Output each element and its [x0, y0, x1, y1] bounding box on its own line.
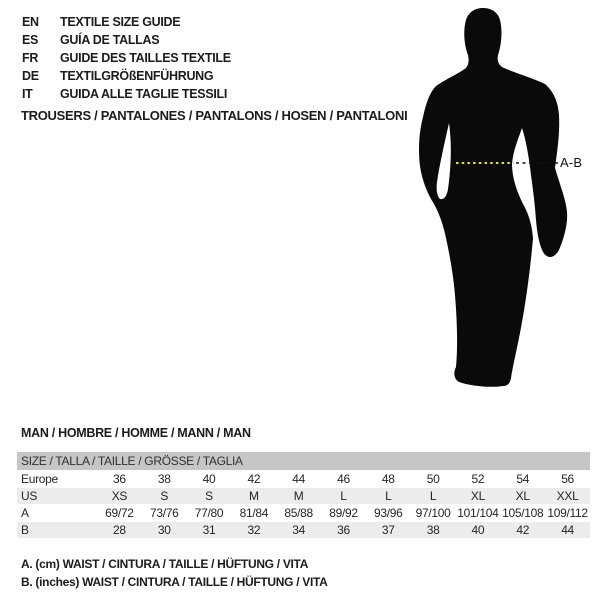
measurement-notes	[21, 555, 328, 591]
language-label: TEXTILGRÖßENFÜHRUNG	[60, 69, 214, 83]
language-label: GUIDE DES TAILLES TEXTILE	[60, 51, 231, 65]
cell: 54	[500, 470, 545, 487]
cell: 28	[97, 521, 142, 538]
table-row-a-cm	[17, 504, 590, 521]
row-label: A	[17, 504, 97, 521]
cell: 37	[366, 521, 411, 538]
cell: 105/108	[502, 505, 544, 520]
cell: 93/96	[366, 504, 411, 521]
language-row-es	[22, 31, 231, 49]
note-a-cm: A. (cm) WAIST / CINTURA / TAILLE / HÜFTUNG / VITA	[21, 557, 309, 571]
cell: 109/112	[545, 504, 590, 521]
size-table	[17, 452, 590, 539]
category-title: TROUSERS / PANTALONES / PANTALONS / HOSEN / PANTALONI	[21, 108, 408, 123]
cell: 30	[142, 521, 187, 538]
language-label: GUÍA DE TALLAS	[60, 33, 160, 47]
cell: 73/76	[142, 504, 187, 521]
cell: 31	[187, 521, 232, 538]
cell: 97/100	[411, 504, 456, 521]
cell: S	[142, 487, 187, 504]
man-silhouette-figure	[395, 2, 590, 392]
cell: 40	[456, 521, 501, 538]
language-row-en	[22, 13, 231, 31]
cell: 52	[456, 470, 501, 487]
cell: XS	[97, 487, 142, 504]
cell: 36	[321, 521, 366, 538]
table-row-europe	[17, 470, 590, 487]
cell: 81/84	[231, 504, 276, 521]
cell: 38	[142, 470, 187, 487]
language-code: FR	[22, 51, 39, 65]
cell: 77/80	[187, 504, 232, 521]
cell: 32	[231, 521, 276, 538]
language-row-de	[22, 67, 231, 85]
size-table-header-row	[17, 452, 590, 470]
row-label: Europe	[17, 470, 97, 487]
cell: 42	[231, 470, 276, 487]
table-row-us	[17, 487, 590, 504]
cell: XXL	[545, 487, 590, 504]
cell: 44	[545, 521, 590, 538]
row-label: B	[17, 521, 97, 538]
cell: 56	[545, 470, 590, 487]
cell: 89/92	[321, 504, 366, 521]
cell: XL	[500, 487, 545, 504]
cell: 46	[321, 470, 366, 487]
row-label: US	[17, 487, 97, 504]
table-row-b-inches	[17, 521, 590, 538]
language-row-fr	[22, 49, 231, 67]
cell: 40	[187, 470, 232, 487]
note-b-inches: B. (inches) WAIST / CINTURA / TAILLE / HÜFTUNG / VITA	[21, 575, 328, 589]
cell: M	[231, 487, 276, 504]
cell: 38	[411, 521, 456, 538]
cell: 48	[366, 470, 411, 487]
measure-label-ab: A-B	[560, 155, 583, 170]
cell: S	[187, 487, 232, 504]
cell: L	[321, 487, 366, 504]
cell: 44	[276, 470, 321, 487]
language-code: IT	[22, 87, 33, 101]
man-silhouette	[419, 8, 567, 387]
cell: 69/72	[97, 504, 142, 521]
cell: 36	[97, 470, 142, 487]
cell: 42	[500, 521, 545, 538]
cell: L	[366, 487, 411, 504]
size-table-header: SIZE / TALLA / TAILLE / GRÖSSE / TAGLIA	[17, 452, 590, 470]
cell: 34	[276, 521, 321, 538]
cell: XL	[456, 487, 501, 504]
language-title-list	[22, 13, 231, 103]
language-code: EN	[22, 15, 39, 29]
language-label: GUIDA ALLE TAGLIE TESSILI	[60, 87, 228, 101]
cell: M	[276, 487, 321, 504]
language-code: ES	[22, 33, 39, 47]
language-code: DE	[22, 69, 39, 83]
cell: 85/88	[276, 504, 321, 521]
language-label: TEXTILE SIZE GUIDE	[60, 15, 181, 29]
cell: 50	[411, 470, 456, 487]
language-row-it	[22, 85, 231, 103]
cell: 101/104	[457, 505, 499, 520]
cell: L	[411, 487, 456, 504]
gender-section-title: MAN / HOMBRE / HOMME / MANN / MAN	[21, 426, 251, 440]
